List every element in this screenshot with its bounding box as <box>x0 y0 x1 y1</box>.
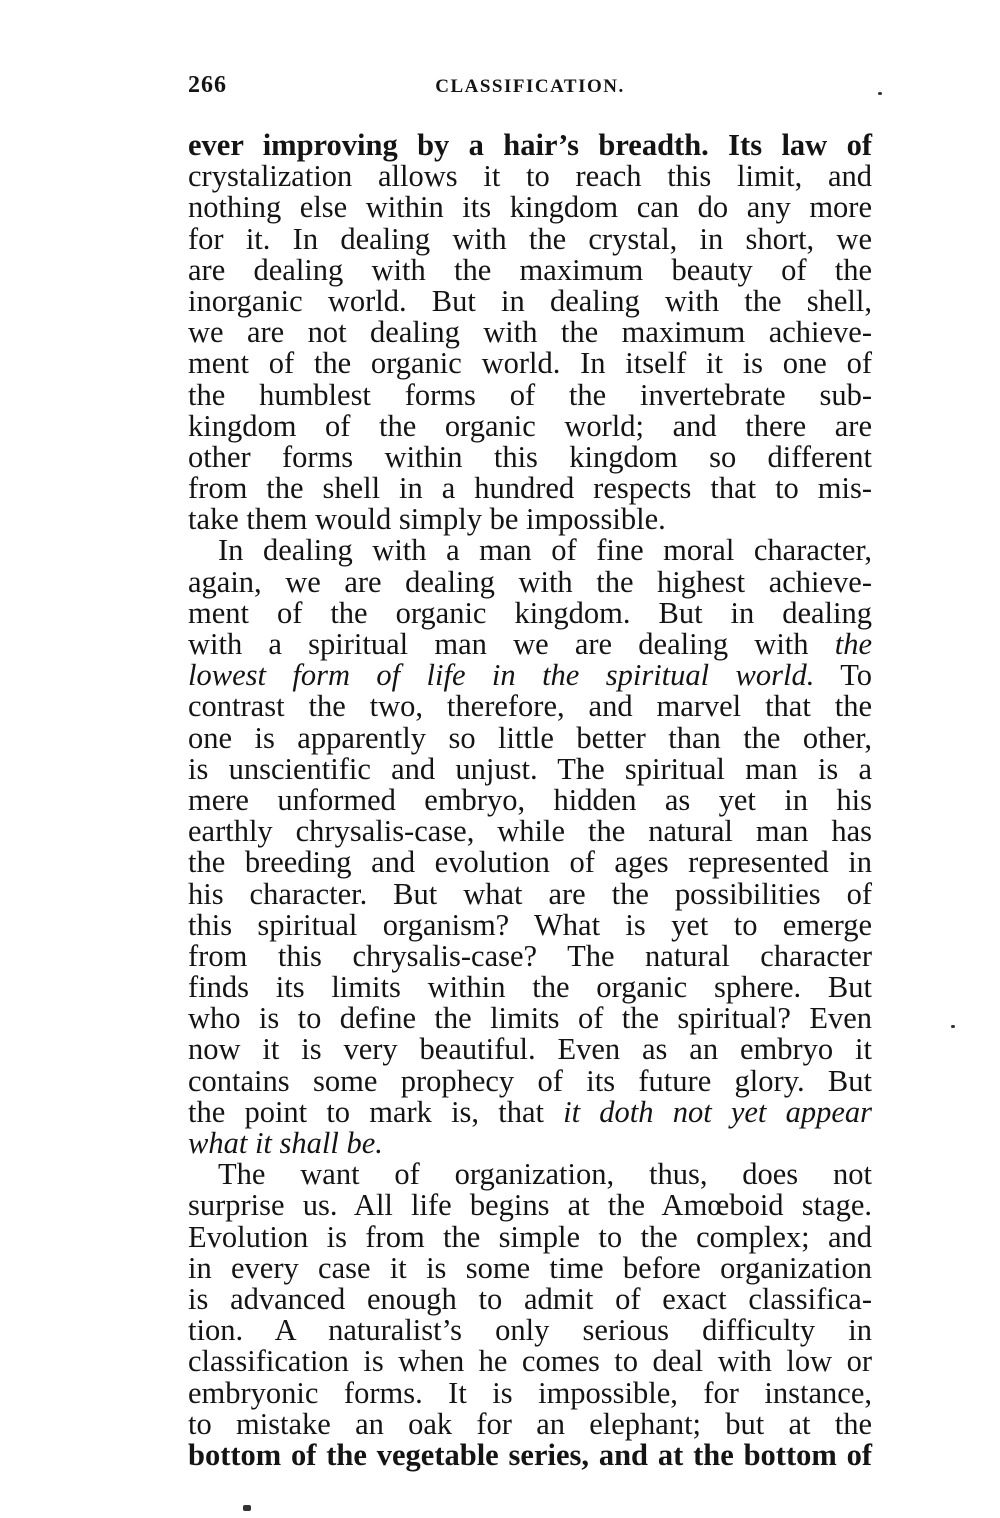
text-line: this spiritual organism? What is yet to emerge <box>188 907 872 942</box>
text-segment: the point to mark is, that <box>188 1094 544 1129</box>
text-line: take them would simply be impossible. <box>188 502 666 537</box>
body-text <box>188 130 872 1471</box>
text-line: Evolution is from the simple to the complex; and <box>188 1219 872 1254</box>
text-line: again, we are dealing with the highest achieve- <box>188 564 872 599</box>
text-line: contrast the two, therefore, and marvel that the <box>188 689 872 724</box>
text-line: ment of the organic world. In itself it is one of <box>188 346 872 381</box>
text-line: is advanced enough to admit of exact classifica- <box>188 1281 872 1316</box>
text-line: the humblest forms of the invertebrate sub- <box>188 377 872 412</box>
text-line: to mistake an oak for an elephant; but at the <box>188 1406 872 1441</box>
text-line: from the shell in a hundred respects that to mis- <box>188 471 872 506</box>
italic-segment: it doth not yet appear <box>563 1094 872 1129</box>
text-line: contains some prophecy of its future glory. But <box>188 1063 872 1098</box>
text-line: from this chrysalis-case? The natural character <box>188 938 872 973</box>
text-line: his character. But what are the possibilities of <box>188 876 872 911</box>
print-speck <box>243 1505 251 1511</box>
text-line: bottom of the vegetable series, and at the bottom of <box>188 1437 872 1472</box>
text-line: one is apparently so little better than the other, <box>188 720 872 755</box>
text-line: ment of the organic kingdom. But in dealing <box>188 595 872 630</box>
italic-segment: what it shall be. <box>188 1126 383 1160</box>
text-line: are dealing with the maximum beauty of the <box>188 252 872 287</box>
text-line: other forms within this kingdom so different <box>188 439 872 474</box>
text-line: nothing else within its kingdom can do any more <box>188 190 872 225</box>
page-number: 266 <box>188 72 227 98</box>
text-line <box>188 660 872 691</box>
text-line: earthly chrysalis-case, while the natural man has <box>188 814 872 849</box>
page-header <box>188 72 872 106</box>
text-segment: To <box>840 658 872 693</box>
text-line: The want of organization, thus, does not <box>218 1157 872 1192</box>
text-line: surprise us. All life begins at the Amœboid stage. <box>188 1188 872 1223</box>
text-line: in every case it is some time before organization <box>188 1250 872 1285</box>
text-segment: with a spiritual man we are dealing with <box>188 627 809 661</box>
text-line <box>188 1128 872 1159</box>
text-line: tion. A naturalist’s only serious difficulty in <box>188 1313 872 1348</box>
text-line: inorganic world. But in dealing with the shell, <box>188 283 872 318</box>
text-line: kingdom of the organic world; and there are <box>188 408 872 443</box>
text-line: mere unformed embryo, hidden as yet in his <box>188 782 872 817</box>
text-line: we are not dealing with the maximum achieve- <box>188 315 872 350</box>
text-line: the breeding and evolution of ages represented in <box>188 845 872 880</box>
text-line: crystalization allows it to reach this limit, and <box>188 159 872 194</box>
italic-segment: lowest form of life in the spiritual world. <box>188 658 815 693</box>
paragraph-2 <box>188 535 872 1159</box>
text-line: embryonic forms. It is impossible, for instance, <box>188 1375 872 1410</box>
text-line: for it. In dealing with the crystal, in short, we <box>188 221 872 256</box>
print-speck <box>951 1025 955 1028</box>
text-line <box>188 1094 872 1129</box>
paragraph-1 <box>188 130 872 535</box>
text-line: is unscientific and unjust. The spiritual man is a <box>188 751 872 786</box>
text-line <box>188 629 872 660</box>
paragraph-3 <box>188 1159 872 1471</box>
text-line: finds its limits within the organic sphere. But <box>188 970 872 1005</box>
text-line: In dealing with a man of fine moral character, <box>218 533 872 568</box>
running-head: CLASSIFICATION. <box>435 76 625 97</box>
italic-segment: the <box>834 627 872 661</box>
print-speck <box>878 92 882 95</box>
text-line: now it is very beautiful. Even as an embryo it <box>188 1032 872 1067</box>
text-line: who is to define the limits of the spiritual? Even <box>188 1001 872 1036</box>
text-line: classification is when he comes to deal with low or <box>188 1344 872 1379</box>
text-line: ever improving by a hair’s breadth. Its law of <box>188 128 872 162</box>
